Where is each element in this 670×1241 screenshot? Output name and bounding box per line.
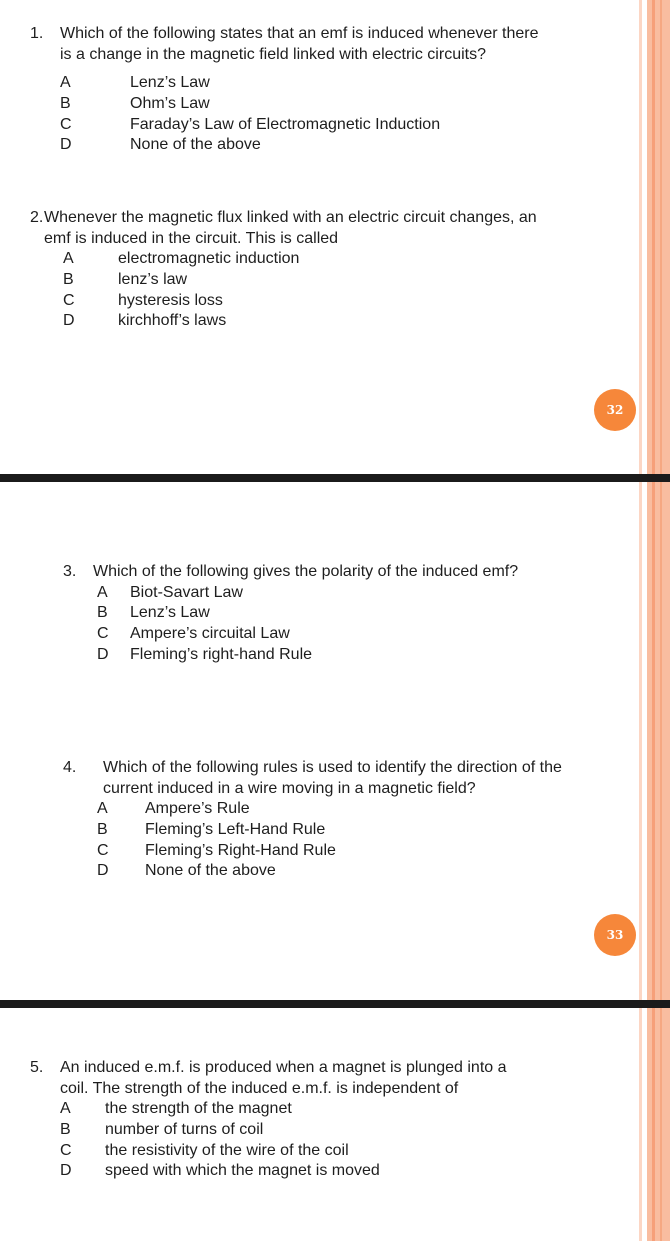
option-text: Faraday’s Law of Electromagnetic Induction <box>130 115 441 133</box>
page-number-badge: 32 <box>594 389 636 431</box>
question-number: 2. <box>30 209 44 226</box>
decorative-stripe <box>639 0 642 1241</box>
question-number: 3. <box>63 563 77 580</box>
question-stem-line: Which of the following states that an emf is induced whenever there <box>60 25 539 42</box>
option-letter: D <box>97 645 109 663</box>
decorative-stripe <box>647 0 670 1241</box>
option-text: Lenz’s Law <box>130 74 210 92</box>
question-stem <box>93 562 518 583</box>
option-letter: C <box>97 841 109 859</box>
option-letter: C <box>63 291 75 309</box>
option-text: Biot-Savart Law <box>130 583 243 601</box>
decorative-stripe <box>652 0 655 1241</box>
answer-option[interactable] <box>63 291 537 312</box>
question-stem-line: An induced e.m.f. is produced when a magnet is plunged into a <box>60 1059 507 1076</box>
page-divider <box>0 1000 670 1008</box>
option-text: Fleming’s Left-Hand Rule <box>145 821 326 839</box>
option-text: None of the above <box>130 136 261 154</box>
option-text: hysteresis loss <box>118 291 223 309</box>
option-text: the resistivity of the wire of the coil <box>105 1141 349 1159</box>
option-text: kirchhoff’s laws <box>118 312 227 330</box>
option-letter: A <box>97 583 108 601</box>
option-text: None of the above <box>145 862 276 880</box>
question-1 <box>30 24 538 156</box>
question-stem-line: emf is induced in the circuit. This is called <box>44 229 339 247</box>
option-letter: A <box>60 74 71 92</box>
answer-option[interactable] <box>60 94 538 115</box>
option-text: number of turns of coil <box>105 1121 264 1139</box>
option-letter: D <box>97 862 109 880</box>
option-letter: D <box>60 136 72 154</box>
option-text: Ohm’s Law <box>130 95 210 113</box>
option-text: speed with which the magnet is moved <box>105 1162 380 1180</box>
question-stem <box>60 1058 507 1099</box>
option-letter: A <box>63 250 74 268</box>
answer-option[interactable] <box>63 249 537 270</box>
option-letter: B <box>97 821 108 839</box>
option-text: Lenz’s Law <box>130 604 210 622</box>
question-stem <box>103 758 562 799</box>
question-stem <box>44 208 537 249</box>
question-stem-line: Which of the following gives the polarity of the induced emf? <box>93 563 519 580</box>
answer-option[interactable] <box>60 73 538 94</box>
option-letter: C <box>97 625 109 643</box>
question-stem <box>60 24 538 65</box>
decorative-stripe <box>660 0 662 1241</box>
answer-option[interactable] <box>60 1141 507 1162</box>
answer-option[interactable] <box>60 1099 507 1120</box>
option-letter: A <box>60 1100 71 1118</box>
option-text: Fleming’s Right-Hand Rule <box>145 841 336 859</box>
option-letter: B <box>63 271 74 289</box>
option-text: the strength of the magnet <box>105 1100 292 1118</box>
answer-option[interactable] <box>97 583 518 604</box>
option-letter: D <box>63 312 75 330</box>
answer-option[interactable] <box>97 820 562 841</box>
question-4 <box>63 758 562 882</box>
answer-option[interactable] <box>97 861 562 882</box>
question-number: 4. <box>63 759 77 776</box>
option-letter: B <box>60 1121 71 1139</box>
question-3 <box>63 562 518 665</box>
answer-option[interactable] <box>60 1120 507 1141</box>
answer-option[interactable] <box>60 1161 507 1182</box>
question-stem-line: coil. The strength of the induced e.m.f. is independent of <box>60 1079 459 1097</box>
page-divider <box>0 474 670 482</box>
answer-option[interactable] <box>60 115 538 136</box>
option-text: lenz’s law <box>118 271 188 289</box>
answer-option[interactable] <box>97 841 562 862</box>
question-5 <box>30 1058 507 1182</box>
option-letter: C <box>60 1141 72 1159</box>
question-number: 5. <box>30 1059 44 1076</box>
page-number-badge: 33 <box>594 914 636 956</box>
answer-option[interactable] <box>60 135 538 156</box>
answer-option[interactable] <box>97 645 518 666</box>
option-letter: B <box>97 604 108 622</box>
answer-option[interactable] <box>63 311 537 332</box>
question-stem-line: Whenever the magnetic flux linked with an electric circuit changes, an <box>44 209 537 226</box>
question-stem-line: current induced in a wire moving in a magnetic field? <box>103 779 476 797</box>
option-letter: D <box>60 1162 72 1180</box>
answer-option[interactable] <box>97 624 518 645</box>
question-stem-line: Which of the following rules is used to identify the direction of the <box>103 759 562 776</box>
option-text: Ampere’s Rule <box>145 800 250 818</box>
option-letter: B <box>60 95 71 113</box>
option-text: Fleming’s right-hand Rule <box>130 645 313 663</box>
answer-option[interactable] <box>63 270 537 291</box>
question-stem-line: is a change in the magnetic field linked with electric circuits? <box>60 45 486 63</box>
option-letter: C <box>60 115 72 133</box>
question-2 <box>30 208 537 332</box>
option-letter: A <box>97 800 108 818</box>
answer-option[interactable] <box>97 799 562 820</box>
option-text: Ampere’s circuital Law <box>130 625 290 643</box>
option-text: electromagnetic induction <box>118 250 300 268</box>
question-number: 1. <box>30 25 44 42</box>
answer-option[interactable] <box>97 603 518 624</box>
